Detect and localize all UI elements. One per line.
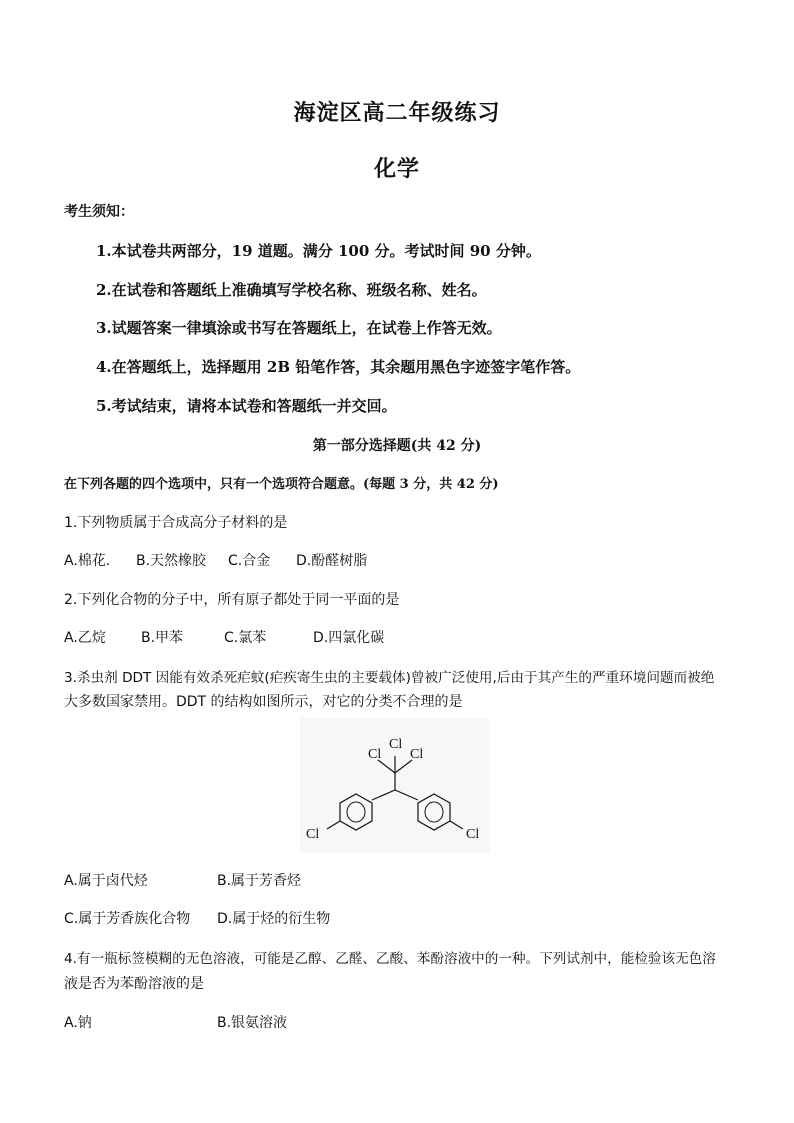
option-b: B.天然橡胶 — [136, 553, 207, 569]
notice-heading: 考生须知： — [64, 204, 134, 220]
chlorine-atom-label: Cl — [410, 747, 424, 762]
chlorine-atom-label: Cl — [368, 747, 382, 762]
option-b: B.银氨溶液 — [217, 1015, 288, 1031]
question-stem-line: 液是否为苯酚溶液的是 — [64, 976, 204, 992]
question-stem-line: 4.有一瓶标签模糊的无色溶液，可能是乙醇、乙醛、乙酸、苯酚溶液中的一种。下列试剂中，能检验该无色溶 — [64, 951, 716, 967]
question-stem-line: 大多数国家禁用。DDT 的结构如图所示，对它的分类不合理的是 — [64, 694, 463, 710]
option-c: C.合金 — [228, 553, 271, 569]
question-stem-line: 3.杀虫剂 DDT 因能有效杀死疟蚊(疟疾寄生虫的主要载体)曾被广泛使用,后由于其产生的严重环境问题而被绝 — [64, 670, 715, 686]
chlorine-atom-label: Cl — [466, 827, 480, 842]
option-d: D.酚醛树脂 — [296, 553, 368, 569]
option-a: A.棉花. — [64, 553, 111, 569]
notice-item: 1.本试卷共两部分，19 道题。满分 100 分。考试时间 90 分钟。 — [96, 242, 541, 260]
exam-title: 海淀区高二年级练习 — [293, 100, 501, 126]
question-stem: 2.下列化合物的分子中，所有原子都处于同一平面的是 — [64, 592, 400, 608]
notice-item: 5.考试结束，请将本试卷和答题纸一并交回。 — [96, 397, 397, 415]
benzene-ring-left — [340, 794, 372, 830]
ddt-structure-figure — [300, 718, 490, 853]
question-stem: 1.下列物质属于合成高分子材料的是 — [64, 515, 288, 531]
option-c: C.属于芳香族化合物 — [64, 911, 191, 927]
benzene-ring-right — [418, 794, 450, 830]
notice-item: 4.在答题纸上，选择题用 2B 铅笔作答，其余题用黑色字迹签字笔作答。 — [96, 358, 581, 376]
part1-instruction: 在下列各题的四个选项中，只有一个选项符合题意。(每题 3 分，共 42 分) — [64, 477, 499, 492]
option-b: B.甲苯 — [141, 630, 184, 646]
option-a: A.属于卤代烃 — [64, 873, 148, 889]
option-c: C.氯苯 — [224, 630, 267, 646]
notice-item: 3.试题答案一律填涂或书写在答题纸上，在试卷上作答无效。 — [96, 319, 502, 337]
subject-title: 化学 — [373, 156, 420, 182]
part1-heading: 第一部分选择题(共 42 分) — [312, 438, 482, 454]
option-d: D.属于烃的衍生物 — [217, 911, 331, 927]
option-a: A.钠 — [64, 1015, 92, 1031]
option-d: D.四氯化碳 — [313, 630, 385, 646]
chlorine-atom-label: Cl — [306, 827, 320, 842]
chlorine-atom-label: Cl — [389, 737, 403, 752]
notice-item: 2.在试卷和答题纸上准确填写学校名称、班级名称、姓名。 — [96, 281, 487, 299]
option-a: A.乙烷 — [64, 630, 106, 646]
option-b: B.属于芳香烃 — [217, 873, 302, 889]
